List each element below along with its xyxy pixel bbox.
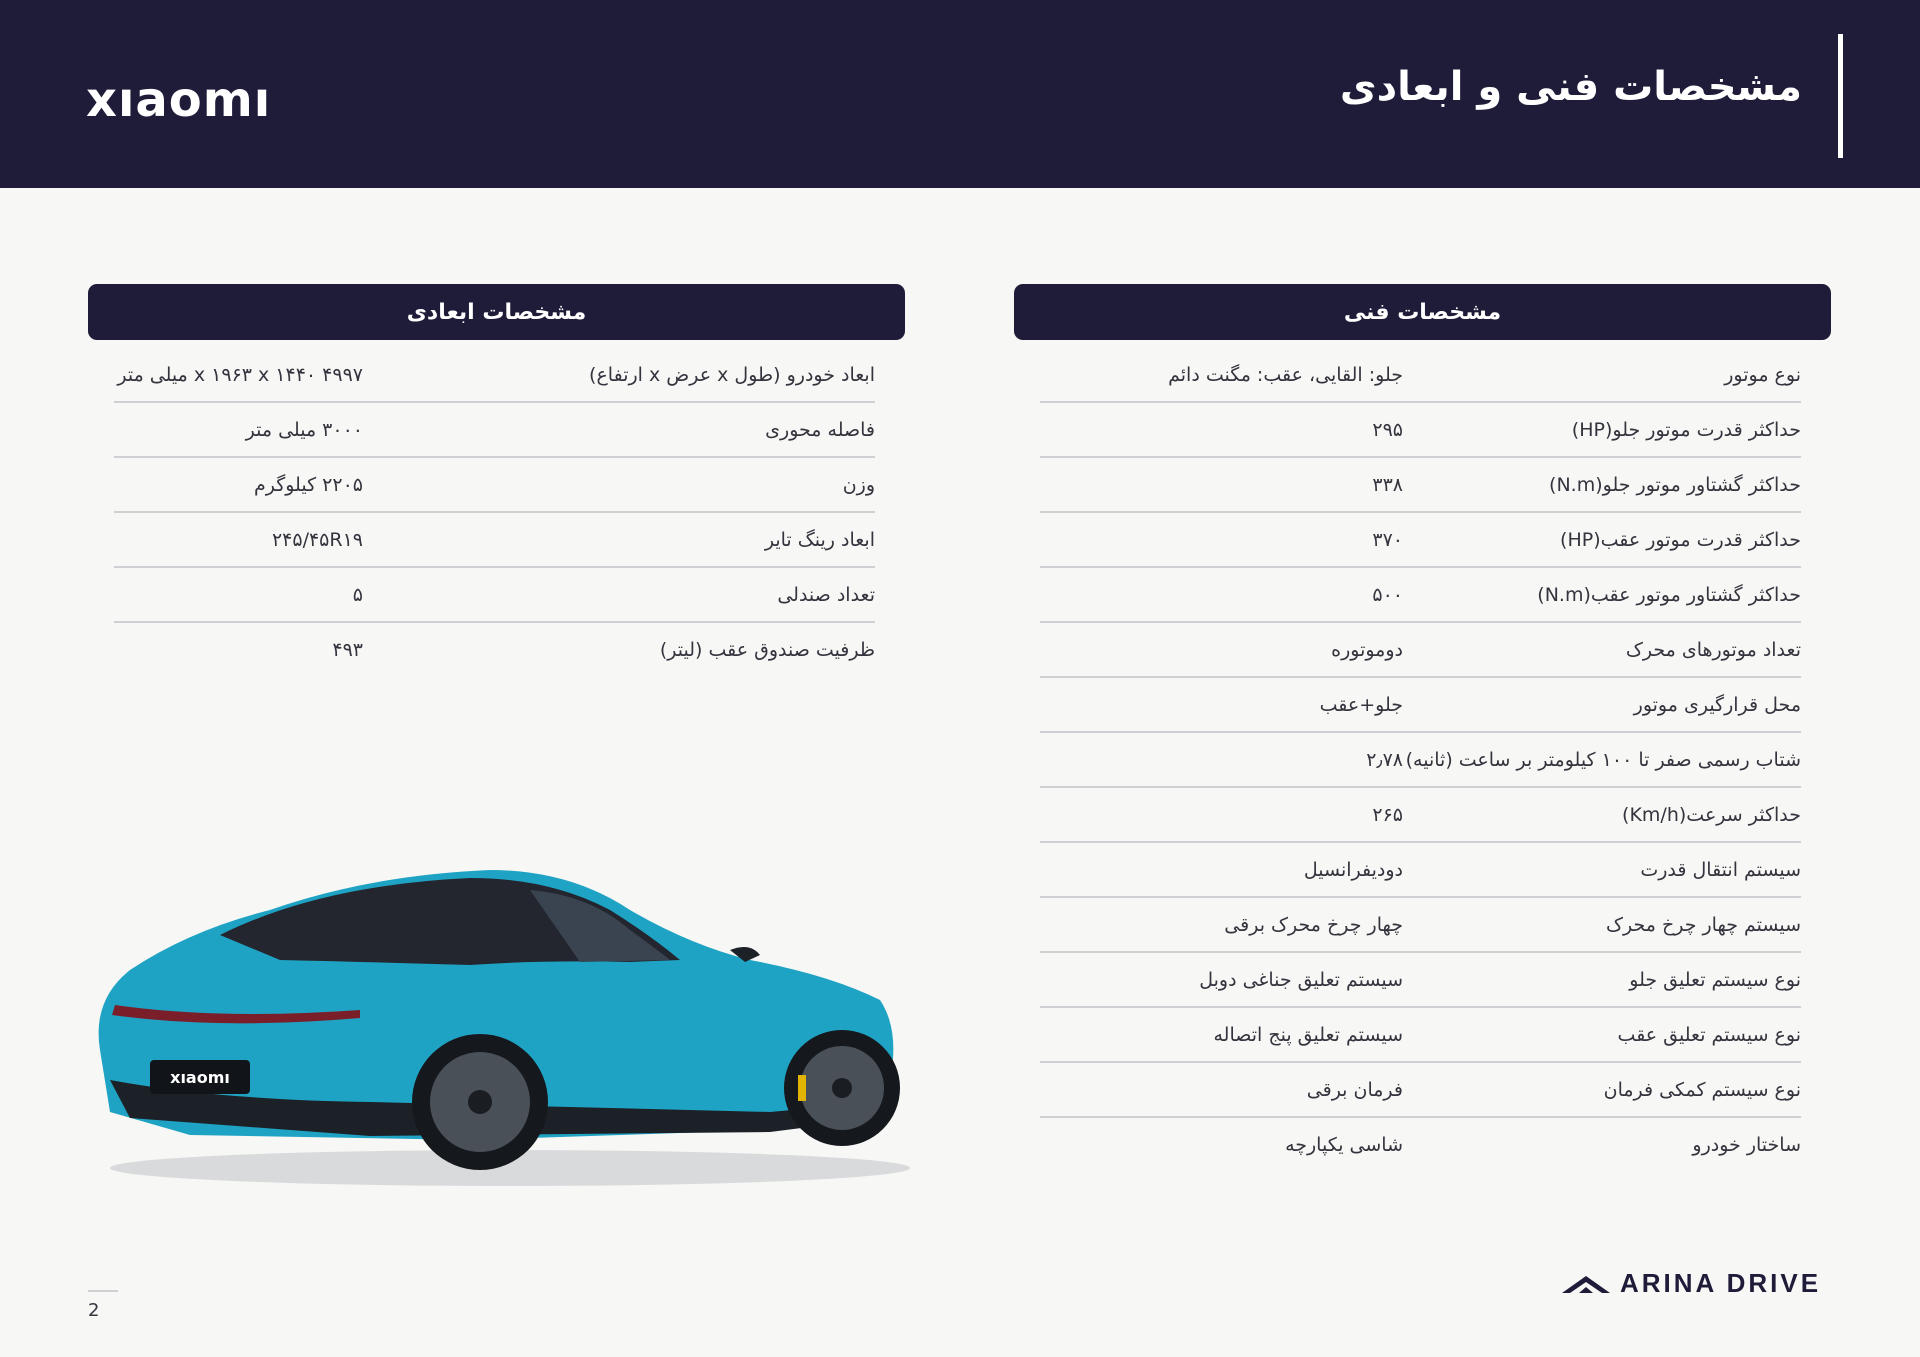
technical-specs-heading: مشخصات فنی — [1014, 284, 1831, 340]
car-image — [70, 850, 930, 1190]
spec-value: سیستم تعلیق پنج اتصاله — [1213, 1023, 1403, 1046]
spec-label: سیستم انتقال قدرت — [1640, 858, 1801, 881]
page-title: مشخصات فنی و ابعادی — [1339, 64, 1802, 110]
table-row — [1040, 953, 1801, 1008]
table-row — [1040, 843, 1801, 898]
brand-name: ARINA DRIVE — [1620, 1268, 1822, 1298]
header-banner — [0, 0, 1920, 188]
table-row — [1040, 513, 1801, 568]
table-row — [1040, 403, 1801, 458]
table-row — [114, 348, 875, 403]
spec-value: ۲۹۵ — [1372, 418, 1403, 441]
spec-label: حداکثر گشتاور موتور جلو(N.m) — [1549, 473, 1801, 496]
table-row — [1040, 1063, 1801, 1118]
spec-label: تعداد موتورهای محرک — [1625, 638, 1801, 661]
spec-value: سیستم تعلیق جناغی دوبل — [1199, 968, 1403, 991]
table-row — [114, 458, 875, 513]
dimension-specs-heading: مشخصات ابعادی — [88, 284, 905, 340]
spec-label: ابعاد رینگ تایر — [764, 528, 875, 551]
technical-specs-table — [1040, 348, 1801, 1171]
spec-label: نوع سیستم تعلیق عقب — [1617, 1023, 1801, 1046]
table-row — [114, 513, 875, 568]
spec-value: شاسی یکپارچه — [1285, 1133, 1403, 1156]
table-row — [1040, 898, 1801, 953]
spec-label: ساختار خودرو — [1692, 1133, 1801, 1156]
spec-label: نوع موتور — [1724, 363, 1801, 386]
spec-value: دوموتوره — [1331, 638, 1403, 661]
spec-value: ۵ — [352, 583, 363, 606]
brake-caliper — [798, 1075, 806, 1101]
spec-label: شتاب رسمی صفر تا ۱۰۰ کیلومتر بر ساعت (ثانیه) — [1405, 748, 1801, 771]
table-row — [114, 568, 875, 623]
rear-hub — [468, 1090, 492, 1114]
spec-value: ۳۰۰۰ میلی متر — [245, 418, 363, 441]
spec-label: حداکثر قدرت موتور جلو(HP) — [1571, 418, 1801, 441]
table-row — [1040, 348, 1801, 403]
table-row — [1040, 733, 1801, 788]
spec-label: محل قرارگیری موتور — [1633, 693, 1801, 716]
spec-value: ۲۲۰۵ کیلوگرم — [253, 473, 363, 496]
technical-specs-panel — [1014, 284, 1831, 1171]
spec-value: ۲۴۵/۴۵R۱۹ — [271, 528, 363, 551]
spec-value: جلو: القایی، عقب: مگنت دائم — [1168, 363, 1403, 386]
spec-value: دودیفرانسیل — [1303, 858, 1403, 881]
spec-label: نوع سیستم تعلیق جلو — [1629, 968, 1801, 991]
page-number: 2 — [88, 1290, 118, 1321]
table-row — [1040, 458, 1801, 513]
front-hub — [832, 1078, 852, 1098]
table-row — [1040, 678, 1801, 733]
spec-label: وزن — [842, 473, 875, 496]
spec-value: ۴۹۹۷ x ۱۹۶۳ x ۱۴۴۰ میلی متر — [117, 363, 363, 386]
table-row — [114, 623, 875, 676]
spec-label: سیستم چهار چرخ محرک — [1606, 913, 1801, 936]
arina-mark-icon — [1560, 1273, 1612, 1295]
spec-label: تعداد صندلی — [777, 583, 875, 606]
table-row — [1040, 568, 1801, 623]
spec-value: چهار چرخ محرک برقی — [1224, 913, 1403, 936]
spec-label: ظرفیت صندوق عقب (لیتر) — [659, 638, 875, 661]
xiaomi-logo: xıaomı — [86, 72, 272, 128]
table-row — [1040, 1118, 1801, 1171]
spec-label: ابعاد خودرو (طول x عرض x ارتفاع) — [589, 363, 875, 386]
table-row — [114, 403, 875, 458]
spec-label: حداکثر سرعت(Km/h) — [1622, 803, 1801, 826]
table-row — [1040, 1008, 1801, 1063]
table-row — [1040, 788, 1801, 843]
spec-value: ۳۷۰ — [1372, 528, 1403, 551]
spec-value: جلو+عقب — [1319, 693, 1403, 716]
spec-value: ۵۰۰ — [1372, 583, 1403, 606]
title-accent-bar — [1838, 34, 1843, 158]
dimension-specs-panel — [88, 284, 905, 676]
spec-value: فرمان برقی — [1306, 1078, 1403, 1101]
spec-label: حداکثر گشتاور موتور عقب(N.m) — [1537, 583, 1801, 606]
spec-value: ۳۳۸ — [1372, 473, 1403, 496]
spec-value: ۴۹۳ — [332, 638, 363, 661]
spec-label: نوع سیستم کمکی فرمان — [1603, 1078, 1801, 1101]
table-row — [1040, 623, 1801, 678]
spec-value: ۲٫۷۸ — [1366, 748, 1403, 771]
spec-label: حداکثر قدرت موتور عقب(HP) — [1560, 528, 1801, 551]
spec-label: فاصله محوری — [765, 418, 875, 441]
spec-value: ۲۶۵ — [1372, 803, 1403, 826]
arina-drive-logo — [1560, 1268, 1821, 1299]
plate-text: xıaomı — [170, 1068, 230, 1087]
dimension-specs-table — [114, 348, 875, 676]
